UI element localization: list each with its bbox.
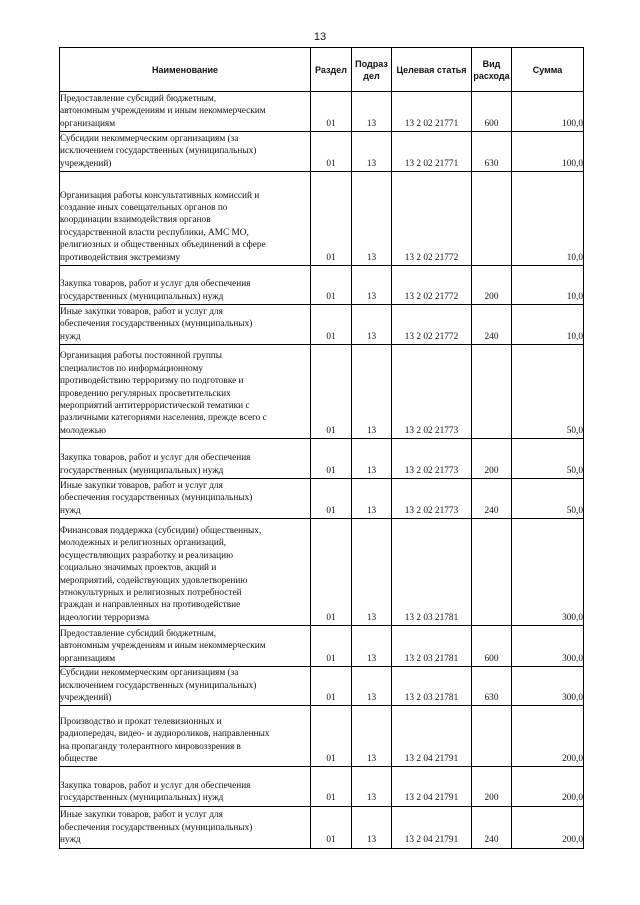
table-row xyxy=(60,345,584,439)
row-section: 01 xyxy=(311,626,352,667)
row-name-line: мероприятий антитеррористической тематики с xyxy=(60,400,250,411)
row-name-line: Финансовая поддержка (субсидии) общественных, xyxy=(60,525,262,536)
table-row xyxy=(60,667,584,706)
row-subsection: 13 xyxy=(352,479,392,519)
row-subsection: 13 xyxy=(352,806,392,848)
row-name-line: автономным учреждениям и иным некоммерческим xyxy=(60,106,266,117)
table-row xyxy=(60,92,584,132)
row-subsection: 13 xyxy=(352,706,392,767)
row-subsection: 13 xyxy=(352,172,392,266)
table-row xyxy=(60,305,584,345)
row-name-line: нужд xyxy=(60,505,81,516)
row-expense-type: 200 xyxy=(472,266,512,305)
row-name-line xyxy=(60,266,310,278)
row-name xyxy=(60,439,311,479)
row-name-line: исключением государственных (муниципальных) xyxy=(60,680,257,691)
row-section: 01 xyxy=(311,345,352,439)
row-target-article: 13 2 02 21773 xyxy=(392,479,472,519)
row-name-line: проведению регулярных просветительских xyxy=(60,388,231,399)
row-subsection: 13 xyxy=(352,266,392,305)
row-name-line: различными категориями населения, прежде всего с xyxy=(60,413,267,424)
row-target-article: 13 2 02 21772 xyxy=(392,305,472,345)
header-subsection: Подраз дел xyxy=(352,48,392,92)
row-name-line: учреждений) xyxy=(60,158,112,169)
row-subsection: 13 xyxy=(352,132,392,172)
row-amount: 50,0 xyxy=(512,479,584,519)
table-body xyxy=(60,92,584,849)
table-row xyxy=(60,172,584,266)
header-target-article: Целевая статья xyxy=(392,48,472,92)
row-target-article: 13 2 03 21781 xyxy=(392,519,472,626)
row-name-line: Организация работы консультативных комиссий и xyxy=(60,190,260,201)
row-name-line: Организация работы постоянной группы xyxy=(60,351,223,362)
table-row xyxy=(60,806,584,848)
row-name-line: Субсидии некоммерческим организациям (за xyxy=(60,668,239,679)
row-amount: 300,0 xyxy=(512,626,584,667)
row-name-line: обеспечения государственных (муниципальных) xyxy=(60,493,253,504)
page-number: 13 xyxy=(313,31,327,43)
row-expense-type: 600 xyxy=(472,92,512,132)
row-name-line: Иные закупки товаров, работ и услуг для xyxy=(60,480,223,491)
row-name xyxy=(60,345,311,439)
row-expense-type: 630 xyxy=(472,667,512,706)
row-subsection: 13 xyxy=(352,345,392,439)
row-subsection: 13 xyxy=(352,439,392,479)
row-section: 01 xyxy=(311,266,352,305)
row-amount: 100,0 xyxy=(512,92,584,132)
row-name-line: автономным учреждениям и иным некоммерческим xyxy=(60,641,266,652)
row-name-line: обеспечения государственных (муниципальных) xyxy=(60,319,253,330)
row-name-line: граждан и направленных на противодействие xyxy=(60,600,241,611)
row-expense-type: 200 xyxy=(472,767,512,806)
row-name-line: осуществляющих разработку и реализацию xyxy=(60,550,234,561)
row-name-line: Закупка товаров, работ и услуг для обеспечения xyxy=(60,453,251,464)
header-section: Раздел xyxy=(311,48,352,92)
row-name xyxy=(60,266,311,305)
header-expense-type: Вид расхода xyxy=(472,48,512,92)
row-name-line: государственных (муниципальных) нужд xyxy=(60,793,224,804)
row-amount: 10,0 xyxy=(512,172,584,266)
row-name-line: обществе xyxy=(60,754,98,765)
row-expense-type: 600 xyxy=(472,626,512,667)
row-name-line: молодежью xyxy=(60,425,106,436)
row-amount: 300,0 xyxy=(512,519,584,626)
row-subsection: 13 xyxy=(352,767,392,806)
row-name-line: Закупка товаров, работ и услуг для обеспечения xyxy=(60,780,251,791)
row-subsection: 13 xyxy=(352,92,392,132)
row-target-article: 13 2 02 21773 xyxy=(392,345,472,439)
table-row xyxy=(60,266,584,305)
row-section: 01 xyxy=(311,479,352,519)
row-name-line: молодежных и религиозных организаций, xyxy=(60,538,227,549)
row-target-article: 13 2 02 21771 xyxy=(392,132,472,172)
row-name-line: специалистов по информационному xyxy=(60,363,204,374)
budget-table xyxy=(59,47,584,849)
row-name-line: религиозных и общественных объединений в сфере xyxy=(60,240,266,251)
row-name-line: Иные закупки товаров, работ и услуг для xyxy=(60,306,223,317)
row-name-line: Предоставление субсидий бюджетным, xyxy=(60,93,217,104)
row-amount: 10,0 xyxy=(512,266,584,305)
row-name xyxy=(60,706,311,767)
row-name-line: нужд xyxy=(60,331,81,342)
row-target-article: 13 2 04 21791 xyxy=(392,767,472,806)
row-name-line: организациям xyxy=(60,118,116,129)
row-name-line: координации взаимодействия органов xyxy=(60,215,211,226)
row-expense-type xyxy=(472,345,512,439)
row-section: 01 xyxy=(311,305,352,345)
row-name-line: государственных (муниципальных) нужд xyxy=(60,465,224,476)
row-name-line: исключением государственных (муниципальных) xyxy=(60,146,257,157)
row-name-line: создание иных совещательных органов по xyxy=(60,202,228,213)
row-target-article: 13 2 02 21773 xyxy=(392,439,472,479)
row-name-line: радиопередач, видео- и аудиороликов, направленных xyxy=(60,729,270,740)
row-amount: 300,0 xyxy=(512,667,584,706)
row-section: 01 xyxy=(311,806,352,848)
row-amount: 50,0 xyxy=(512,439,584,479)
row-name xyxy=(60,305,311,345)
row-name-line: Предоставление субсидий бюджетным, xyxy=(60,628,217,639)
row-expense-type xyxy=(472,519,512,626)
row-name-line xyxy=(60,440,310,452)
row-name-line: противодействию терроризму по подготовке и xyxy=(60,376,244,387)
row-name-line: Субсидии некоммерческим организациям (за xyxy=(60,133,239,144)
row-target-article: 13 2 04 21791 xyxy=(392,706,472,767)
row-amount: 200,0 xyxy=(512,706,584,767)
row-target-article: 13 2 03 21781 xyxy=(392,667,472,706)
row-name-line: нужд xyxy=(60,835,81,846)
row-subsection: 13 xyxy=(352,626,392,667)
row-name-line xyxy=(60,767,310,779)
row-expense-type: 200 xyxy=(472,439,512,479)
row-expense-type: 630 xyxy=(472,132,512,172)
row-target-article: 13 2 02 21771 xyxy=(392,92,472,132)
row-amount: 50,0 xyxy=(512,345,584,439)
row-name-line: мероприятий, содействующих удовлетворению xyxy=(60,575,248,586)
row-name xyxy=(60,519,311,626)
row-name-line: государственной власти республики, АМС МО, xyxy=(60,227,249,238)
row-name-line: социально значимых проектов, акций и xyxy=(60,563,217,574)
row-name-line: на пропаганду толерантного мировоззрения в xyxy=(60,741,241,752)
row-expense-type: 240 xyxy=(472,479,512,519)
row-section: 01 xyxy=(311,519,352,626)
row-section: 01 xyxy=(311,706,352,767)
row-amount: 10,0 xyxy=(512,305,584,345)
row-name-line: Иные закупки товаров, работ и услуг для xyxy=(60,810,223,821)
row-expense-type xyxy=(472,172,512,266)
table-row xyxy=(60,706,584,767)
row-section: 01 xyxy=(311,439,352,479)
row-expense-type: 240 xyxy=(472,806,512,848)
row-section: 01 xyxy=(311,92,352,132)
row-name-line: Закупка товаров, работ и услуг для обеспечения xyxy=(60,279,251,290)
header-name: Наименование xyxy=(60,48,311,92)
row-name-line: противодействия экстремизму xyxy=(60,252,181,263)
row-expense-type: 240 xyxy=(472,305,512,345)
header-amount: Сумма xyxy=(512,48,584,92)
row-subsection: 13 xyxy=(352,667,392,706)
row-target-article: 13 2 02 21772 xyxy=(392,266,472,305)
row-amount: 100,0 xyxy=(512,132,584,172)
table-row xyxy=(60,439,584,479)
row-name xyxy=(60,667,311,706)
row-name-line: идеологии терроризма xyxy=(60,612,149,623)
row-name-line: этнокультурных и религиозных потребностей xyxy=(60,587,242,598)
row-section: 01 xyxy=(311,172,352,266)
row-name xyxy=(60,92,311,132)
row-section: 01 xyxy=(311,132,352,172)
row-name xyxy=(60,172,311,266)
row-amount: 200,0 xyxy=(512,806,584,848)
row-name xyxy=(60,767,311,806)
row-expense-type xyxy=(472,706,512,767)
row-name-line: обеспечения государственных (муниципальных) xyxy=(60,822,253,833)
row-name-line: Производство и прокат телевизионных и xyxy=(60,716,222,727)
row-target-article: 13 2 03 21781 xyxy=(392,626,472,667)
table-row xyxy=(60,519,584,626)
row-target-article: 13 2 04 21791 xyxy=(392,806,472,848)
row-name xyxy=(60,806,311,848)
header-row xyxy=(60,48,584,92)
table-row xyxy=(60,626,584,667)
row-amount: 200,0 xyxy=(512,767,584,806)
row-name xyxy=(60,479,311,519)
table-row xyxy=(60,479,584,519)
row-name xyxy=(60,626,311,667)
row-subsection: 13 xyxy=(352,519,392,626)
row-name-line: учреждений) xyxy=(60,693,112,704)
row-name xyxy=(60,132,311,172)
table-row xyxy=(60,767,584,806)
row-name-line: организациям xyxy=(60,653,116,664)
row-target-article: 13 2 02 21772 xyxy=(392,172,472,266)
table-row xyxy=(60,132,584,172)
row-name-line: государственных (муниципальных) нужд xyxy=(60,291,224,302)
row-subsection: 13 xyxy=(352,305,392,345)
row-name-line xyxy=(60,177,310,189)
row-section: 01 xyxy=(311,667,352,706)
row-section: 01 xyxy=(311,767,352,806)
